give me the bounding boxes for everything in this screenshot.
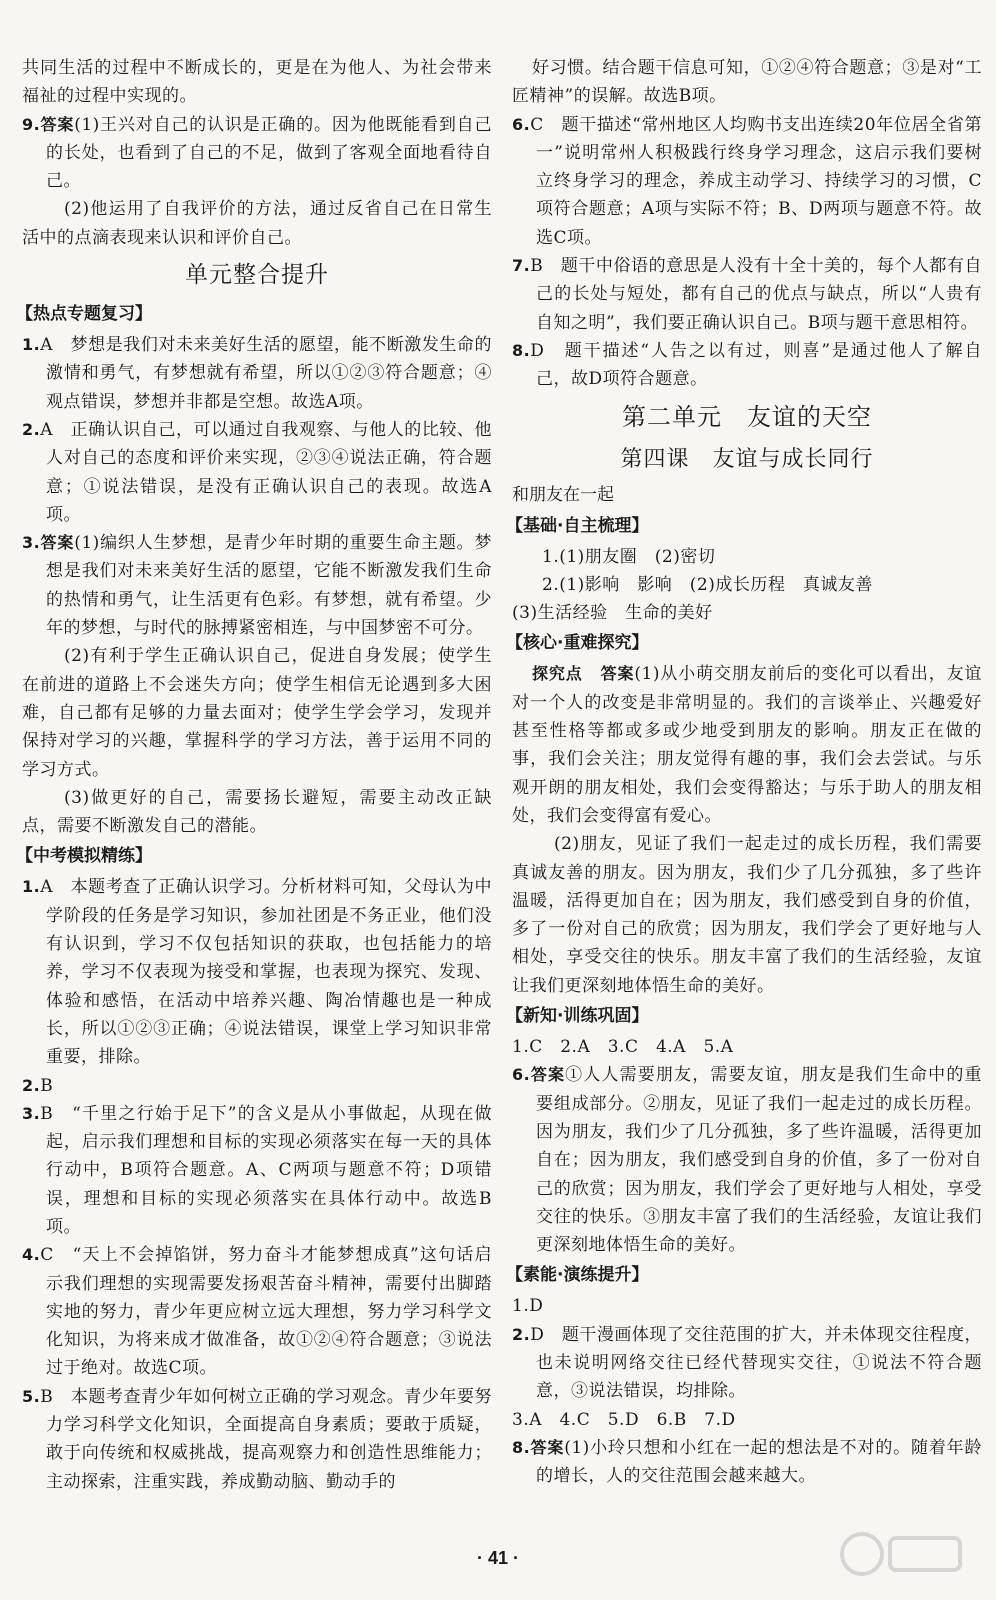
answer-item — [512, 1061, 982, 1259]
item-number: 7. — [512, 256, 531, 276]
section-heading: 【热点专题复习】 — [16, 304, 152, 325]
section-heading: 【中考模拟精练】 — [16, 846, 152, 867]
answer-item — [512, 660, 982, 830]
item-number: 3. — [22, 1103, 41, 1123]
answer-label: 答案 — [530, 1065, 566, 1085]
answer-item — [22, 1383, 492, 1496]
answer-label: 答案 — [600, 664, 635, 684]
section-title: 单元整合提升 — [185, 262, 329, 289]
paragraph: (3)做更好的自己，需要扬长避短，需要主动改正缺点，需要不断激发自己的潜能。 — [22, 787, 492, 837]
lesson-title: 第四课 友谊与成长同行 — [620, 446, 874, 472]
section-heading: 【基础·自主梳理】 — [506, 515, 649, 536]
answer-item — [22, 331, 492, 416]
item-number: 4. — [22, 1245, 41, 1265]
answer-text: (1)王兴对自己的认识是正确的。因为他既能看到自己的长处，也看到了自己的不足，做到了客观全面地看待自己。 — [46, 114, 492, 192]
answer-item — [512, 252, 982, 337]
item-number: 2. — [512, 1324, 531, 1344]
item-number: 3. — [22, 533, 41, 553]
answer-item — [22, 111, 492, 196]
answer-item — [22, 873, 492, 1071]
fill-answer: (3)生活经验 生命的美好 — [512, 603, 713, 624]
right-column — [506, 54, 982, 1490]
item-number: 6. — [512, 114, 531, 134]
subtitle: 和朋友在一起 — [512, 484, 614, 505]
answer-text: B 题干中俗语的意思是人没有十全十美的，每个人都有自己的长处与短处，都有自己的优点与缺点，所以“人贵有自知之明”，我们要正确认识自己。B项与题干意思相符。 — [530, 256, 982, 333]
item-number: 9. — [22, 114, 41, 134]
answer-text: C 题干描述“常州地区人均购书支出连续20年位居全省第一”说明常州人积极践行终身学习理念，这启示我们要树立终身学习的理念，养成主动学习、持续学习的习惯，C项符合题意；A项与实际不符；B、D两项与题意不符。故选C项。 — [530, 114, 982, 248]
answer-item — [512, 337, 982, 394]
answer-item — [22, 416, 492, 529]
section-heading: 【新知·训练巩固】 — [506, 1006, 649, 1027]
fill-answer: 2.(1)影响 影响 (2)成长历程 真诚友善 — [542, 574, 873, 595]
answer-text: (1)从小萌交朋友前后的变化可以看出，友谊对一个人的改变是非常明显的。我们的言谈举止、兴趣爱好甚至性格等都或多或少地受到朋友的影响。朋友正在做的事，我们会关注；朋友觉得有趣的事，我们会去尝试。与乐观开朗的朋友相处，我们会变得豁达；与乐于助人的朋友相处，我们会变得富有爱心。 — [512, 664, 982, 826]
left-column — [16, 54, 492, 1496]
item-number: 8. — [512, 1437, 531, 1457]
item-number: 1. — [22, 877, 41, 897]
watermark-logo-icon — [832, 1526, 972, 1586]
item-number: 1. — [22, 335, 41, 355]
answer-item — [22, 1100, 492, 1241]
section-heading: 【素能·演练提升】 — [506, 1265, 649, 1286]
choice-answers: 1.C 2.A 3.C 4.A 5.A — [512, 1037, 734, 1058]
answer-text: D 题干漫画体现了交往范围的扩大，并未体现交往程度，也未说明网络交往已经代替现实交往，①说法不符合题意，③说法错误，均排除。 — [530, 1324, 982, 1402]
answer-item — [22, 1241, 492, 1382]
answer-label: 答案 — [40, 114, 75, 134]
paragraph: (2)他运用了自我评价的方法，通过反省自己在日常生活中的点滴表现来认识和评价自己。 — [22, 199, 492, 248]
item-number: 6. — [512, 1065, 531, 1085]
unit-title: 第二单元 友谊的天空 — [622, 402, 872, 431]
answer-text: (1)小玲只想和小红在一起的想法是不对的。随着年龄的增长，人的交往范围会越来越大。 — [536, 1437, 982, 1487]
choice-answers: 1.D — [512, 1296, 544, 1317]
answer-text: D 题干描述“人告之以有过，则喜”是通过他人了解自己，故D项符合题意。 — [530, 340, 982, 390]
answer-text: A 本题考查了正确认识学习。分析材料可知，父母认为中学阶段的任务是学习知识，参加社团是不务正业，他们没有认识到，学习不仅包括知识的获取，也包括能力的培养，学习不仅表现为接受和掌握，也表现为探究、发现、体验和感悟，在活动中培养兴趣、陶冶情趣也是一种成长，所以①②③正确；④说法错误，课堂上学习知识非常重要，排除。 — [40, 877, 492, 1068]
paragraph: 好习惯。结合题干信息可知，①②④符合题意；③是对“工匠精神”的误解。故选B项。 — [512, 58, 982, 107]
answer-text: A 正确认识自己，可以通过自我观察、与他人的比较、他人对自己的态度和评价来实现，②③④说法正确，符合题意；①说法错误，是没有正确认识自己的表现。故选A项。 — [40, 419, 492, 525]
answer-text: B “千里之行始于足下”的含义是从小事做起，从现在做起，启示我们理想和目标的实现必须落实在每一天的具体行动中，B项符合题意。A、C两项与题意不符；D项错误，理想和目标的实现必须落实在具体行动中。故选B项。 — [40, 1103, 492, 1237]
answer-text: (1)编织人生梦想，是青少年时期的重要生命主题。梦想是我们对未来美好生活的愿望，它能不断激发我们生命的热情和勇气，让生活更有色彩。有梦想，就有希望。少年的梦想，与时代的脉搏紧密相连，与中国梦密不可分。 — [46, 533, 492, 639]
item-number: 2. — [22, 1075, 41, 1095]
answer-item — [22, 529, 492, 642]
choice-answers: 3.A 4.C 5.D 6.B 7.D — [512, 1409, 736, 1430]
item-number: 8. — [512, 340, 531, 360]
section-heading: 【核心·重难探究】 — [506, 633, 649, 654]
answer-text: B 本题考查青少年如何树立正确的学习观念。青少年要努力学习科学文化知识，全面提高自身素质；要敢于质疑，敢于向传统和权威挑战，提高观察力和创造性思维能力；主动探索，注重实践，养成勤动脑、勤动手的 — [40, 1386, 492, 1492]
answer-label: 答案 — [530, 1437, 565, 1457]
answer-text: B — [40, 1075, 54, 1096]
answer-item — [512, 1434, 982, 1491]
answer-text: A 梦想是我们对未来美好生活的愿望，能不断激发生命的激情和勇气，有梦想就有希望，所以①②③符合题意；④观点错误，梦想并非都是空想。故选A项。 — [40, 335, 492, 412]
answer-item — [22, 1072, 492, 1100]
item-number: 2. — [22, 419, 41, 439]
answer-text: ①人人需要朋友，需要友谊，朋友是我们生命中的重要组成部分。②朋友，见证了我们一起走过的成长历程。因为朋友，我们少了几分孤独，多了些许温暖，活得更加自在；因为朋友，我们感受到自身的价值，多了一份对自己的欣赏；因为朋友，我们学会了更好地与人相处，享受交往的快乐。③朋友丰富了我们的生活经验，友谊让我们更深刻地体悟生命的美好。 — [536, 1065, 982, 1256]
answer-item — [512, 1321, 982, 1406]
paragraph: (2)有利于学生正确认识自己，促进自身发展；使学生在前进的道路上不会迷失方向；使学生相信无论遇到多大困难，自己都有足够的力量去面对；使学生学会学习，发现并保持对学习的兴趣，掌握科学的学习方法，善于运用不同的学习方式。 — [22, 646, 492, 780]
explore-label: 探究点 — [532, 664, 583, 684]
answer-text: C “天上不会掉馅饼，努力奋斗才能梦想成真”这句话启示我们理想的实现需要发扬艰苦奋斗精神，需要付出脚踏实地的努力，青少年更应树立远大理想，努力学习科学文化知识，为将来成才做准备，故①②④符合题意；③说法过于绝对。故选C项。 — [40, 1245, 492, 1379]
paragraph: 共同生活的过程中不断成长的，更是在为他人、为社会带来福祉的过程中实现的。 — [22, 58, 492, 107]
answer-item — [512, 111, 982, 252]
answer-label: 答案 — [40, 533, 75, 553]
paragraph: (2)朋友，见证了我们一起走过的成长历程，我们需要真诚友善的朋友。因为朋友，我们少了几分孤独，多了些许温暖，活得更加自在；因为朋友，我们感受到自身的价值，多了一份对自己的欣赏；因为朋友，我们学会了更好地与人相处，享受交往的快乐。朋友丰富了我们的生活经验，友谊让我们更深刻地体悟生命的美好。 — [512, 834, 982, 996]
item-number: 5. — [22, 1386, 41, 1406]
page-number: · 41 · — [476, 1548, 519, 1568]
fill-answer: 1.(1)朋友圈 (2)密切 — [542, 546, 716, 567]
